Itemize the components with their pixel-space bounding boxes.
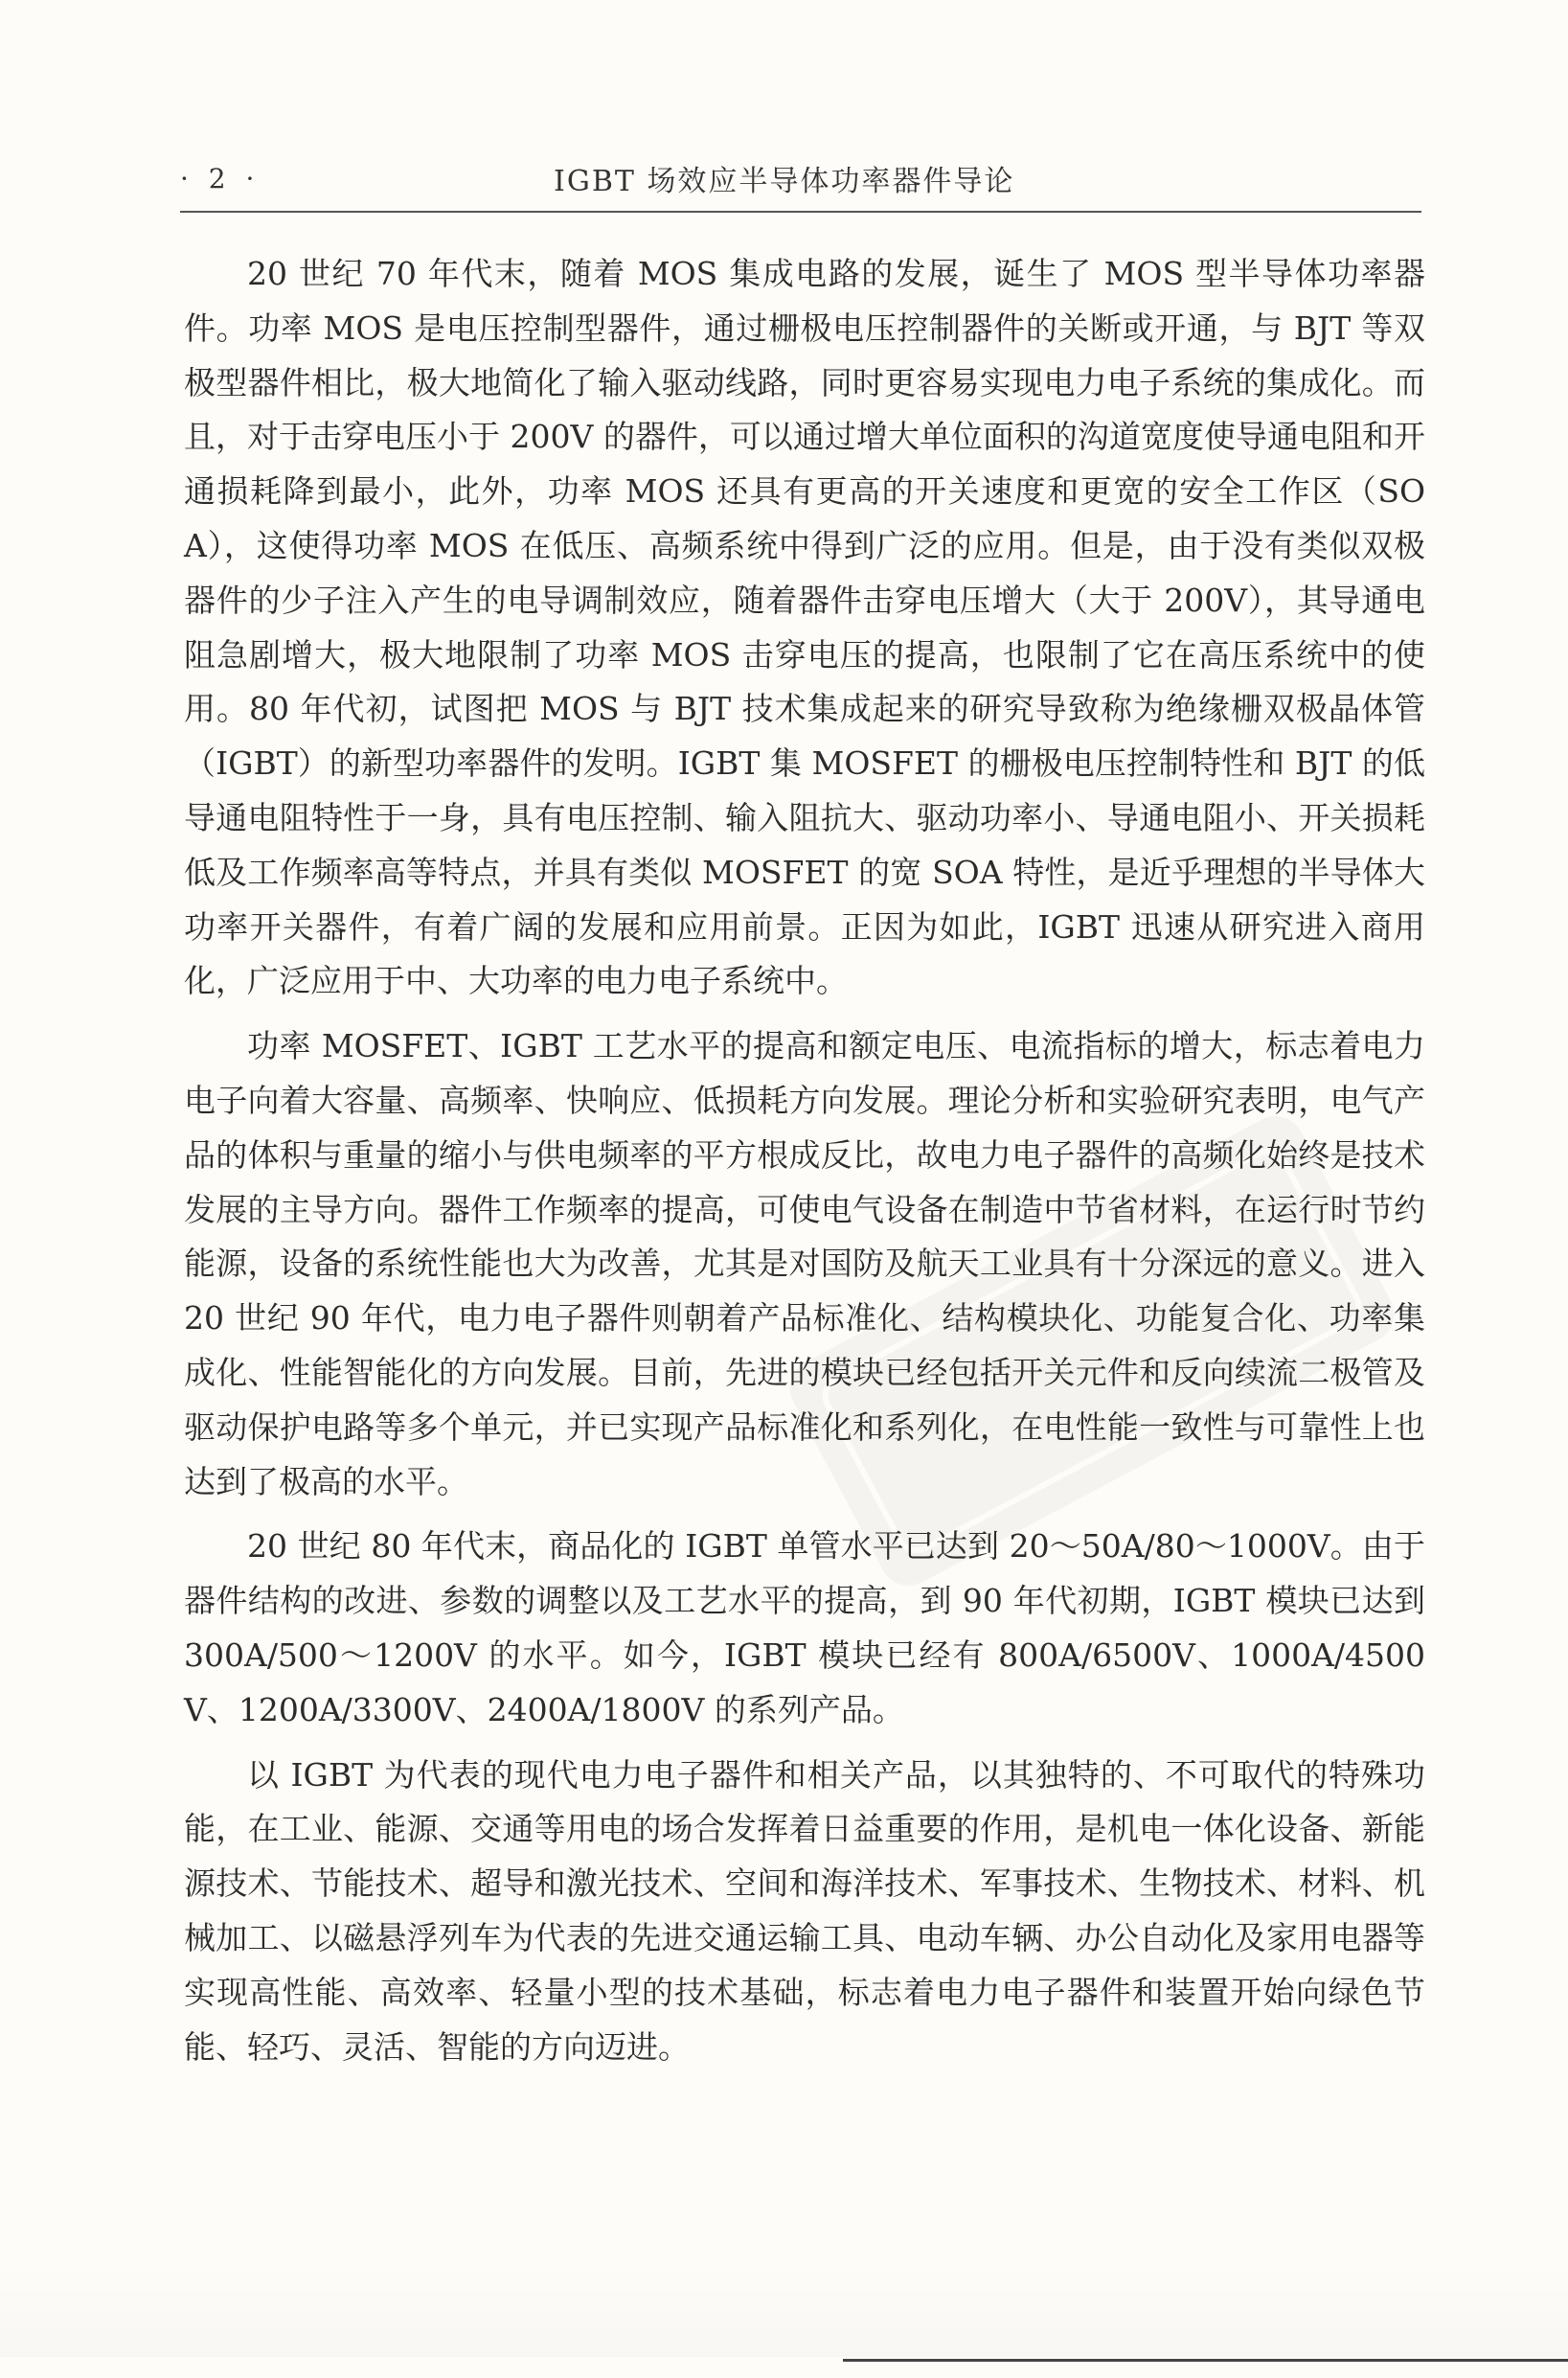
running-header <box>180 155 1421 213</box>
running-title: IGBT 场效应半导体功率器件导论 <box>554 165 1015 198</box>
footer-rule <box>843 2359 1568 2362</box>
paragraph-3: 20 世纪 80 年代末，商品化的 IGBT 单管水平已达到 20～50A/80～1000V。由于器件结构的改进、参数的调整以及工艺水平的提高，到 90 年代初期，IGBT 模块已达到 300A/500～1200V 的水平。如今，IGBT 模块已经有 800A/6500V、1000A/4500V、1200A/3300V、2400A/1800V 的系列产品。 <box>184 1527 1425 1728</box>
page-number: · 2 · <box>180 162 261 194</box>
page-bottom-shade <box>0 2261 1568 2357</box>
paragraph-2: 功率 MOSFET、IGBT 工艺水平的提高和额定电压、电流指标的增大，标志着电力电子向着大容量、高频率、快响应、低损耗方向发展。理论分析和实验研究表明，电气产品的体积与重量的缩小与供电频率的平方根成反比，故电力电子器件的高频化始终是技术发展的主导方向。器件工作频率的提高，可使电气设备在制造中节省材料，在运行时节约能源，设备的系统性能也大为改善，尤其是对国防及航天工业具有十分深远的意义。进入 20 世纪 90 年代，电力电子器件则朝着产品标准化、结构模块化、功能复合化、功率集成化、性能智能化的方向发展。目前，先进的模块已经包括开关元件和反向续流二极管及驱动保护电路等多个单元，并已实现产品标准化和系列化，在电性能一致性与可靠性上也达到了极高的水平。 <box>184 1027 1425 1500</box>
paragraph-4: 以 IGBT 为代表的现代电力电子器件和相关产品，以其独特的、不可取代的特殊功能，在工业、能源、交通等用电的场合发挥着日益重要的作用，是机电一体化设备、新能源技术、节能技术、超导和激光技术、空间和海洋技术、军事技术、生物技术、材料、机械加工、以磁悬浮列车为代表的先进交通运输工具、电动车辆、办公自动化及家用电器等实现高性能、高效率、轻量小型的技术基础，标志着电力电子器件和装置开始向绿色节能、轻巧、灵活、智能的方向迈进。 <box>184 1755 1425 2066</box>
body-text <box>184 247 1425 2085</box>
paragraph-1: 20 世纪 70 年代末，随着 MOS 集成电路的发展，诞生了 MOS 型半导体功率器件。功率 MOS 是电压控制型器件，通过栅极电压控制器件的关断或开通，与 BJT 等双极型器件相比，极大地简化了输入驱动线路，同时更容易实现电力电子系统的集成化。而且，对于击穿电压小于 200V 的器件，可以通过增大单位面积的沟道宽度使导通电阻和开通损耗降到最小，此外，功率 MOS 还具有更高的开关速度和更宽的安全工作区（SOA），这使得功率 MOS 在低压、高频系统中得到广泛的应用。但是，由于没有类似双极器件的少子注入产生的电导调制效应，随着器件击穿电压增大（大于 200V），其导通电阻急剧增大，极大地限制了功率 MOS 击穿电压的提高，也限制了它在高压系统中的使用。80 年代初，试图把 MOS 与 BJT 技术集成起来的研究导致称为绝缘栅双极晶体管（IGBT）的新型功率器件的发明。IGBT 集 MOSFET 的栅极电压控制特性和 BJT 的低导通电阻特性于一身，具有电压控制、输入阻抗大、驱动功率小、导通电阻小、开关损耗低及工作频率高等特点，并具有类似 MOSFET 的宽 SOA 特性，是近乎理想的半导体大功率开关器件，有着广阔的发展和应用前景。正因为如此，IGBT 迅速从研究进入商用化，广泛应用于中、大功率的电力电子系统中。 <box>184 255 1426 1000</box>
